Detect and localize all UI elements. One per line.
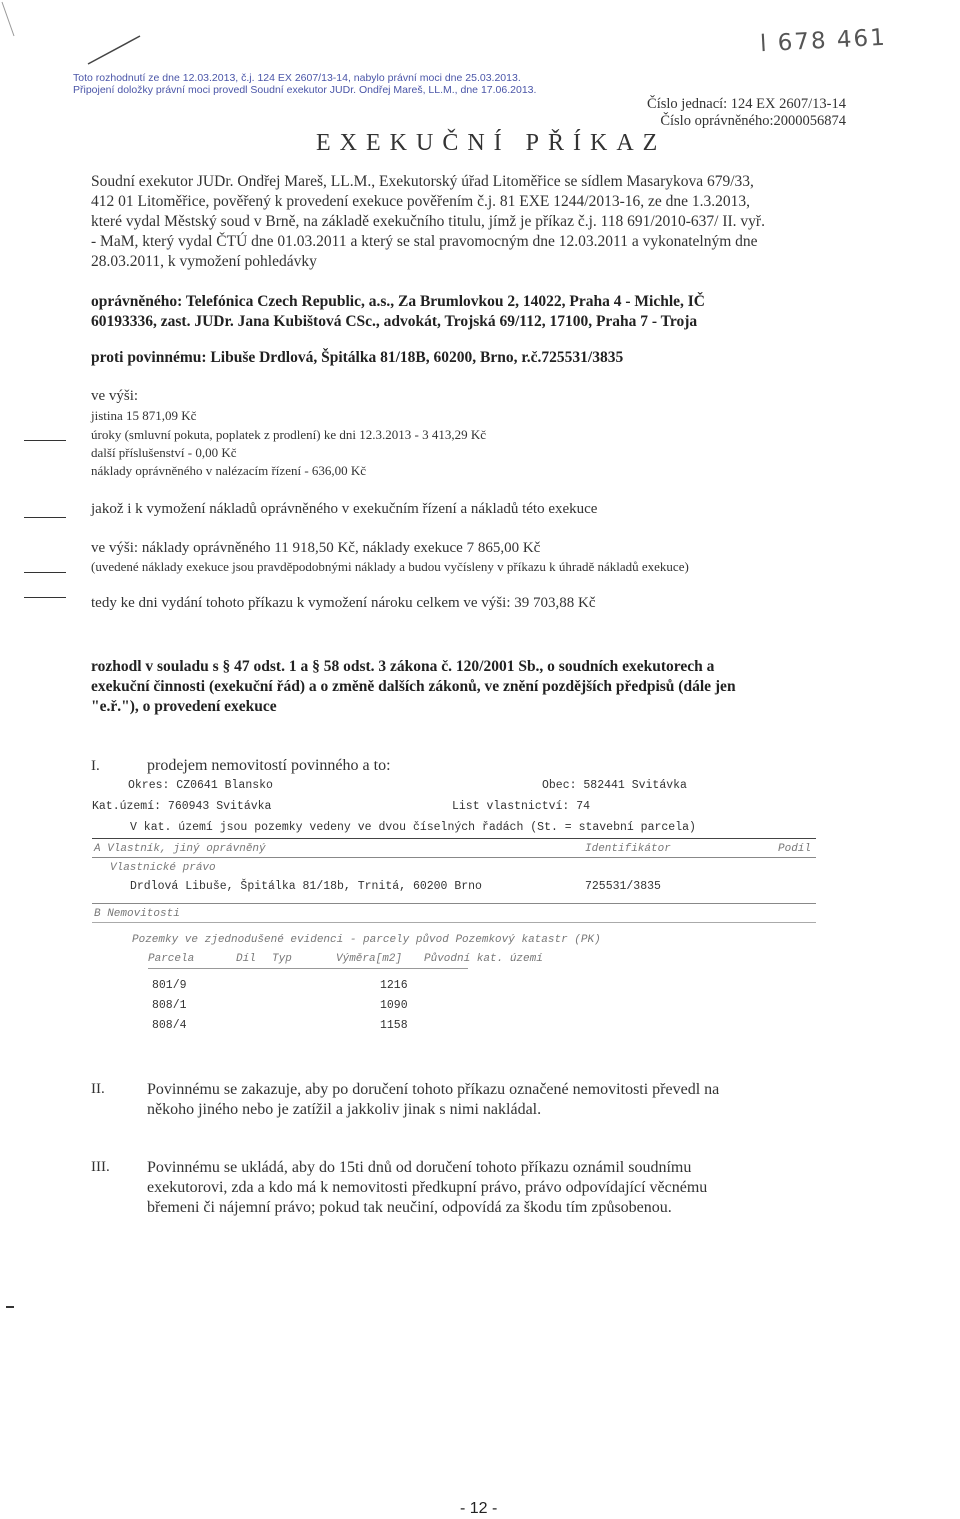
parcel-area: 1090 [380,999,408,1012]
section-3-line-3: břemeni či nájemní právo; pokud tak neučiní, odpovídá za škodu tím způsobenou. [147,1199,672,1216]
margin-mark [24,440,66,441]
table-divider [92,838,816,839]
podil-label: Podíl [778,843,812,855]
identifikator-label: Identifikátor [585,843,671,855]
intro-line-5: 28.03.2011, k vymožení pohledávky [91,253,317,270]
nemovitosti-label: B Nemovitosti [94,908,180,920]
intro-line-2: 412 01 Litoměřice, pověřený k provedení exekuce pověřením č.j. 81 EXE 1244/2013-16, ze dne 1.3.2013, [91,193,750,210]
pozemky-label: Pozemky ve zjednodušené evidenci - parcely původ Pozemkový katastr (PK) [132,934,601,946]
margin-mark [24,597,66,598]
margin-mark [24,572,66,573]
amounts-heading: ve výši: [91,388,139,404]
owner-name: Drdlová Libuše, Špitálka 81/18b, Trnitá, 60200 Brno [130,880,482,893]
col-vymera: Výměra[m2] [336,953,403,965]
amount-naklady: náklady oprávněného v nalézacím řízení - 636,00 Kč [91,463,367,478]
amount-uroky: úroky (smluvní pokuta, poplatek z prodlení) ke dni 12.3.2013 - 3 413,29 Kč [91,427,486,442]
v-kat-uzemi: V kat. území jsou pozemky vedeny ve dvou číselných řadách (St. = stavební parcela) [130,821,696,834]
section-2-line-2: někoho jiného nebo je zatížil a jakkoliv jinak s nimi nakládal. [147,1101,542,1118]
creditor-line-2: 60193336, zast. JUDr. Jana Kubištová CSc., advokát, Trojská 69/112, 17100, Praha 7 - Troja [91,313,698,330]
col-parcela: Parcela [148,953,195,965]
section-3-number: III. [91,1159,110,1175]
owner-id: 725531/3835 [585,880,661,893]
intro-line-3: které vydal Městský soud v Brně, na základě exekučního titulu, jímž je příkaz č.j. 118 691/2010-637/ II. vyř. [91,213,765,230]
section-3-line-1: Povinnému se ukládá, aby do 15ti dnů od doručení tohoto příkazu oznámil soudnímu [147,1159,692,1176]
stamp-line-1: Toto rozhodnutí ze dne 12.03.2013, č.j. 124 EX 2607/13-14, nabylo právní moci dne 25.03.2013. [73,72,521,84]
table-divider [92,857,816,858]
margin-mark [6,1306,14,1308]
stamp-line-2: Připojení doložky právní moci provedl Soudní exekutor JUDr. Ondřej Mareš, LL.M., dne 17.06.2013. [73,84,537,96]
list-vlastnictvi: List vlastnictví: 74 [452,800,591,813]
vlastnik-label: A Vlastník, jiný oprávněný [94,843,266,855]
cislo-jednaci: Číslo jednací: 124 EX 2607/13-14 [647,96,846,112]
table-divider [148,968,468,969]
pen-stroke [84,32,144,68]
table-divider [92,903,816,904]
section-2-line-1: Povinnému se zakazuje, aby po doručení tohoto příkazu označené nemovitosti převedl na [147,1081,720,1098]
decision-line-2: exekuční činnosti (exekuční řád) a o změně dalších zákonů, ve znění pozdějších předpisů (dále jen [91,678,736,695]
decision-line-1: rozhodl v souladu s § 47 odst. 1 a § 58 odst. 3 zákona č. 120/2001 Sb., o soudních exekutorech a [91,658,715,675]
col-dil: Díl [236,953,256,965]
debtor: proti povinnému: Libuše Drdlová, Špitálka 81/18B, 60200, Brno, r.č.725531/3835 [91,349,624,366]
section-2-number: II. [91,1081,105,1097]
page-number: - 12 - [460,1500,498,1517]
parcel-number: 808/1 [152,999,187,1012]
cislo-opravneneho: Číslo oprávněného:2000056874 [660,113,846,129]
section-1-number: I. [91,758,100,774]
obec: Obec: 582441 Svitávka [542,779,687,792]
costs-note: (uvedené náklady exekuce jsou pravděpodobnými náklady a budou vyčísleny v příkazu k úhradě nákladů exekuce) [91,559,689,574]
costs-ve-vysi: ve výši: náklady oprávněného 11 918,50 Kč, náklady exekuce 7 865,00 Kč [91,540,541,556]
amount-jistina: jistina 15 871,09 Kč [91,408,197,423]
kat-uzemi: Kat.území: 760943 Svitávka [92,800,272,813]
creditor-line-1: oprávněného: Telefónica Czech Republic, a.s., Za Brumlovkou 2, 14022, Praha 4 - Michle, IČ [91,293,705,310]
section-3-line-2: exekutorovi, zda a kdo má k nemovitosti předkupní právo, právo odpovídající věcnému [147,1179,708,1196]
amount-prislusenstvi: další příslušenství - 0,00 Kč [91,445,237,460]
parcel-number: 808/4 [152,1019,187,1032]
section-1-text: prodejem nemovitostí povinného a to: [147,757,391,774]
costs-total: tedy ke dni vydání tohoto příkazu k vymožení nároku celkem ve výši: 39 703,88 Kč [91,595,596,611]
vlastnicke-pravo-label: Vlastnické právo [110,862,216,874]
col-puvodni-kat-uzemi: Původní kat. území [424,953,543,965]
parcel-number: 801/9 [152,979,187,992]
parcel-area: 1158 [380,1019,408,1032]
margin-mark [24,517,66,518]
costs-jakoz: jakož i k vymožení nákladů oprávněného v exekučním řízení a nákladů této exekuce [91,501,598,517]
scan-mark-top-left [0,0,20,40]
okres: Okres: CZ0641 Blansko [128,779,273,792]
table-divider [92,922,816,923]
page-title: EXEKUČNÍ PŘÍKAZ [316,130,667,156]
col-typ: Typ [272,953,292,965]
decision-line-3: "e.ř."), o provedení exekuce [91,698,277,715]
handwritten-number: l 678 461 [759,24,888,58]
intro-line-1: Soudní exekutor JUDr. Ondřej Mareš, LL.M., Exekutorský úřad Litoměřice se sídlem Masarykova 679/33, [91,173,754,190]
reference-numbers [647,96,846,130]
intro-line-4: - MaM, který vydal ČTÚ dne 01.03.2011 a který se stal pravomocným dne 12.03.2011 a vykonatelným dne [91,233,758,250]
parcel-area: 1216 [380,979,408,992]
